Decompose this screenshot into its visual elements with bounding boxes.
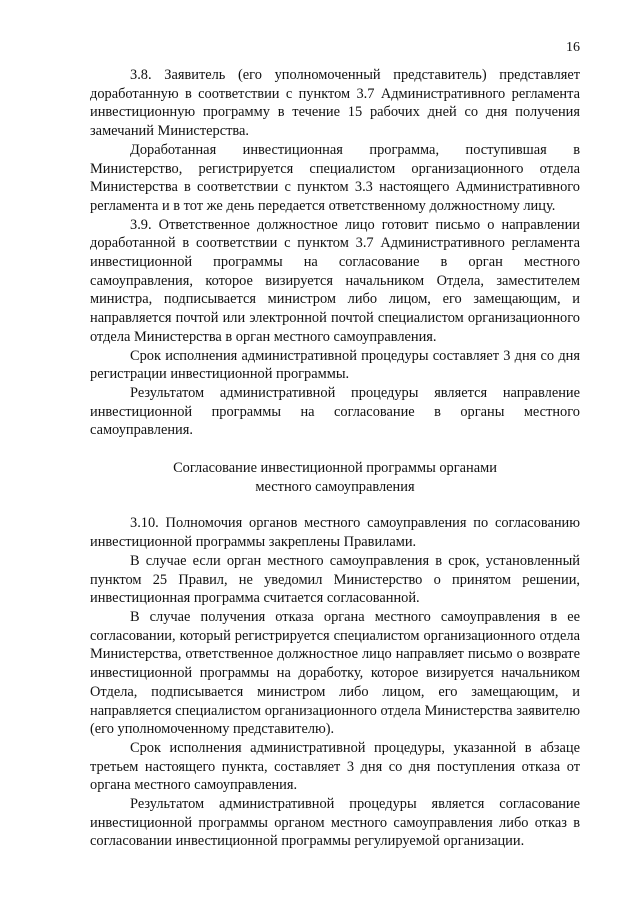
paragraph-refusal-handling: В случае получения отказа органа местного самоуправления в ее согласовании, который регистрируется специалистом организационного отдела Министерства, ответственное должностное лицо направляет письмо о возврате инвестиционной программы на доработку, которое визируется начальником Отдела, подписывается министром либо лицом, его замещающим, и направляется специалистом организационного отдела Министерства заявителю (его уполномоченному представителю). <box>90 608 580 738</box>
section-heading <box>90 459 580 496</box>
paragraph-procedure-result: Результатом административной процедуры является направление инвестиционной программы на согласование в органы местного самоуправления. <box>90 384 580 439</box>
paragraph-procedure-deadline: Срок исполнения административной процедуры составляет 3 дня со дня регистрации инвестиционной программы. <box>90 347 580 383</box>
paragraph-approval-result: Результатом административной процедуры является согласование инвестиционной программы органом местного самоуправления либо отказ в согласовании инвестиционной программы регулируемой организации. <box>90 796 580 850</box>
paragraph-3-8: 3.8. Заявитель (его уполномоченный представитель) представляет доработанную в соответствии с пунктом 3.7 Административного регламента инвестиционную программу в течение 15 рабочих дней со дня получения замечаний Министерства. <box>90 67 580 140</box>
paragraph-refusal-deadline: Срок исполнения административной процедуры, указанной в абзаце третьем настоящего пункта, составляет 3 дня со дня поступления отказа от органа местного самоуправления. <box>90 739 580 794</box>
section-heading-line-1: Согласование инвестиционной программы органами <box>173 460 497 477</box>
paragraph-tacit-approval: В случае если орган местного самоуправления в срок, установленный пунктом 25 Правил, не уведомил Министерство о принятом решении, инвестиционная программа считается согласованной. <box>90 552 580 607</box>
paragraph-3-9: 3.9. Ответственное должностное лицо готовит письмо о направлении доработанной в соответствии с пунктом 3.7 Административного регламента инвестиционной программы на согласование в орган местного самоуправления, которое визируется начальником Отдела, заместителем министра, подписывается министром либо лицом, его замещающим, и направляется почтой или электронной почтой специалистом организационного отдела Министерства в орган местного самоуправления. <box>90 216 580 345</box>
document-body <box>90 66 580 851</box>
page-number: 16 <box>566 40 580 55</box>
paragraph-3-10: 3.10. Полномочия органов местного самоуправления по согласованию инвестиционной программы закреплены Правилами. <box>90 515 580 551</box>
paragraph-revised-program-registration: Доработанная инвестиционная программа, поступившая в Министерство, регистрируется специалистом организационного отдела Министерства в соответствии с пунктом 3.3 настоящего Административного регламента и в тот же день передается ответственному должностному лицу. <box>90 141 580 214</box>
section-heading-line-2: местного самоуправления <box>255 478 415 495</box>
